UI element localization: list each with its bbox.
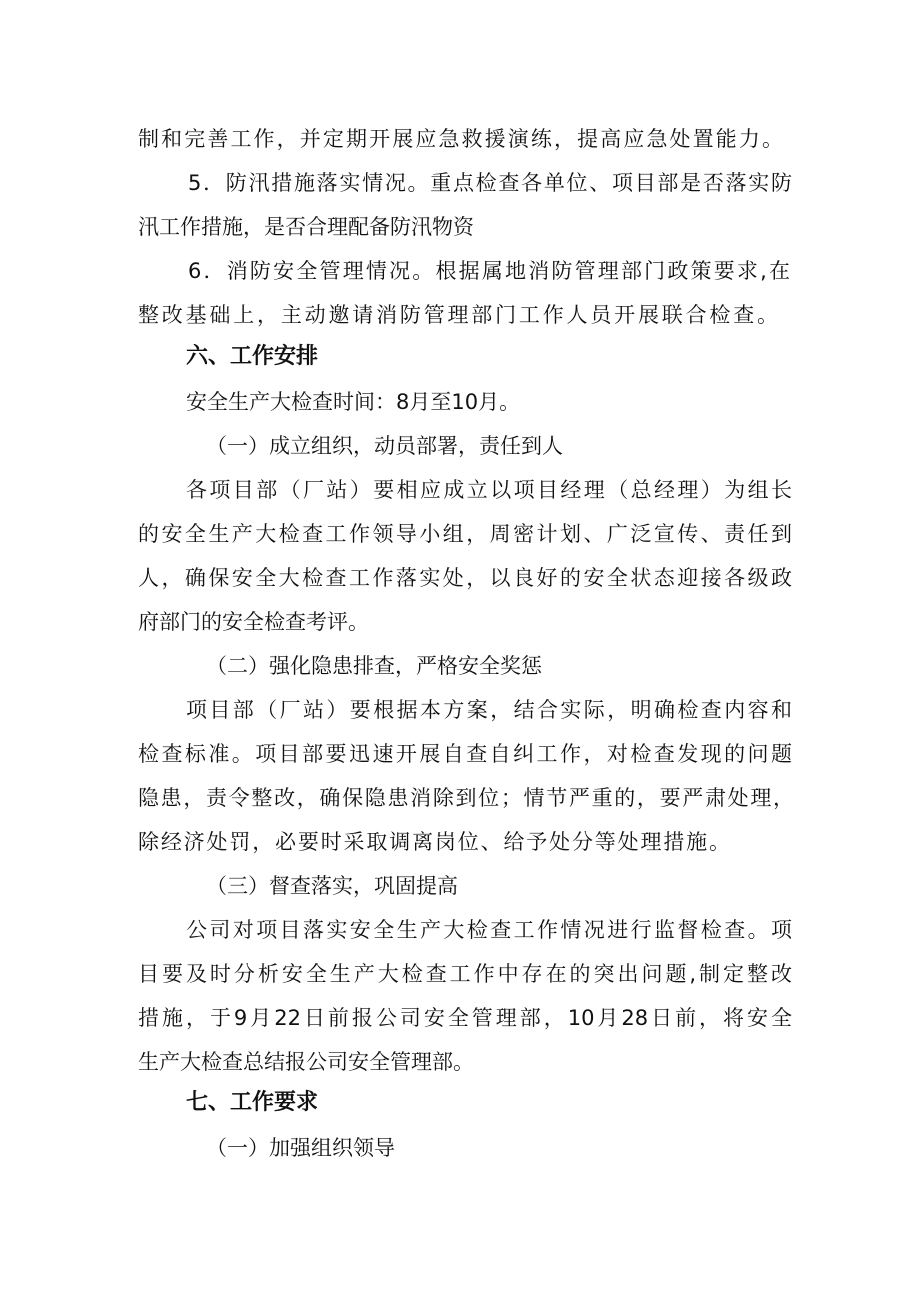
paragraph-line: 制和完善工作，并定期开展应急救援演练，提高应急处置能力。 [138, 127, 783, 151]
subsection-heading: （三）督查落实，巩固提高 [206, 874, 458, 898]
list-item-line: 6．消防安全管理情况。根据属地消防管理部门政策要求,在 [188, 259, 790, 283]
section-heading: 六、工作安排 [186, 344, 319, 369]
list-item-line: 5．防汛措施落实情况。重点检查各单位、项目部是否落实防 [188, 171, 792, 195]
paragraph-line: 人，确保安全大检查工作落实处，以良好的安全状态迎接各级政 [138, 566, 792, 590]
subsection-heading: （一）加强组织领导 [206, 1136, 395, 1160]
paragraph-line: 措施，于9月22日前报公司安全管理部，10月28日前，将安全 [138, 1006, 792, 1030]
paragraph-line: 检查标准。项目部要迅速开展自查自纠工作，对检查发现的问题 [138, 742, 792, 766]
paragraph-line: 府部门的安全检查考评。 [138, 610, 369, 634]
paragraph-line: 安全生产大检查时间：8月至10月。 [186, 390, 521, 414]
paragraph-line: 生产大检查总结报公司安全管理部。 [138, 1050, 474, 1074]
subsection-heading: （二）强化隐患排查，严格安全奖惩 [206, 654, 542, 678]
paragraph-line: 目要及时分析安全生产大检查工作中存在的突出问题,制定整改 [138, 962, 792, 986]
paragraph-line: 的安全生产大检查工作领导小组，周密计划、广泛宣传、责任到 [138, 522, 792, 546]
section-heading: 七、工作要求 [186, 1090, 319, 1115]
paragraph-line: 隐患，责令整改，确保隐患消除到位；情节严重的，要严肃处理， [138, 786, 794, 810]
paragraph-line: 除经济处罚，必要时采取调离岗位、给予处分等处理措施。 [138, 830, 730, 854]
paragraph-line: 整改基础上，主动邀请消防管理部门工作人员开展联合检查。 [138, 303, 778, 327]
subsection-heading: （一）成立组织，动员部署，责任到人 [206, 434, 563, 458]
paragraph-line: 公司对项目落实安全生产大检查工作情况进行监督检查。项 [186, 918, 792, 942]
paragraph-line: 各项目部（厂站）要相应成立以项目经理（总经理）为组长 [186, 478, 792, 502]
paragraph-line: 项目部（厂站）要根据本方案，结合实际，明确检查内容和 [186, 698, 792, 722]
paragraph-line: 汛工作措施，是否合理配备防汛物资 [138, 215, 474, 239]
